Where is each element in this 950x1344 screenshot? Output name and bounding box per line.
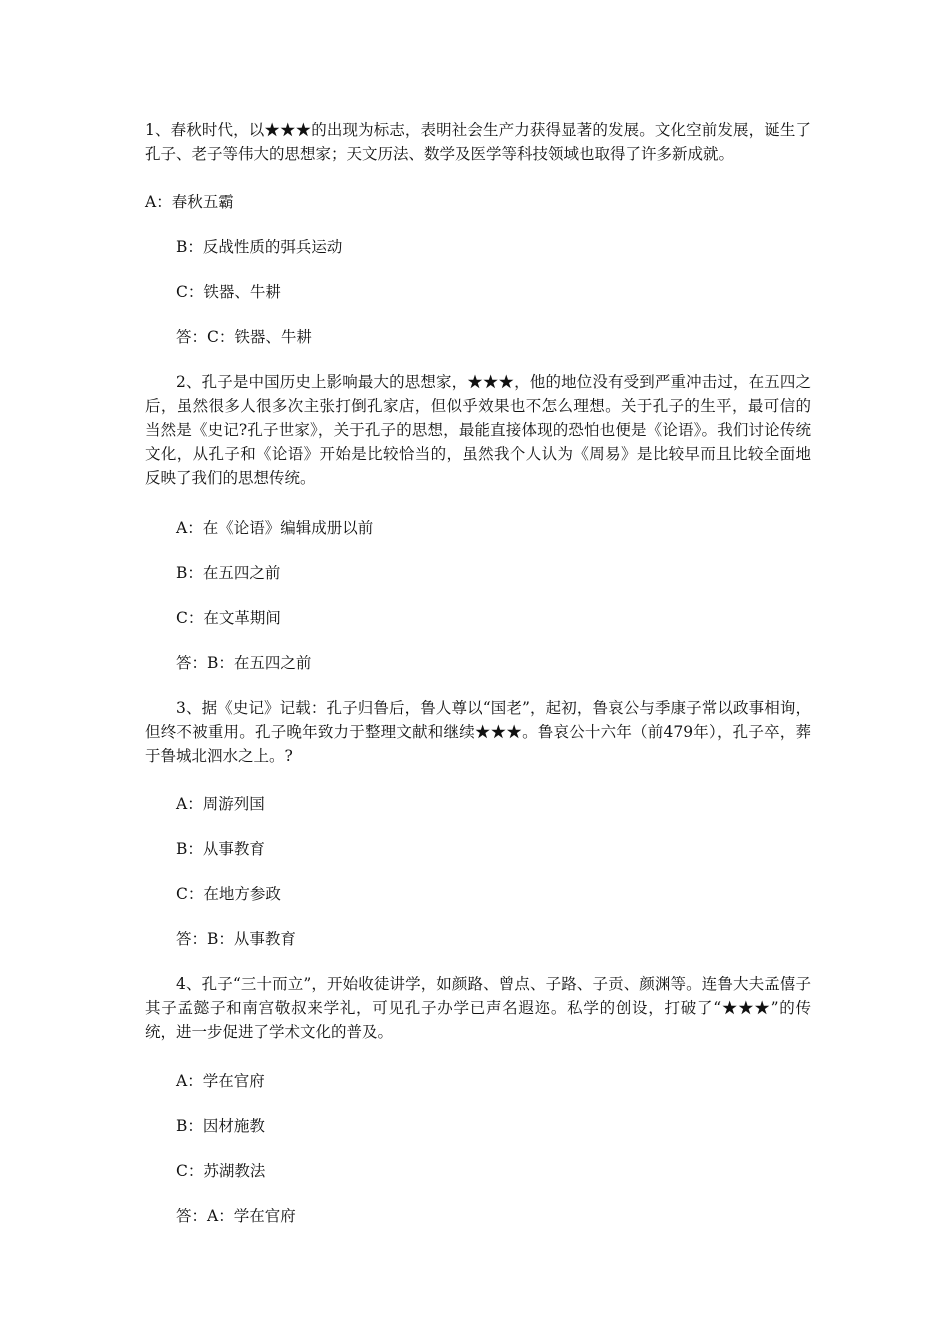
question-2-option-c: C：在文革期间 <box>176 609 281 627</box>
question-2-answer: 答：B：在五四之前 <box>176 654 312 672</box>
question-2 <box>145 370 811 490</box>
question-3-option-b: B：从事教育 <box>176 840 265 858</box>
question-4-option-c: C：苏湖教法 <box>176 1162 266 1180</box>
question-3-answer: 答：B：从事教育 <box>176 930 296 948</box>
question-2-stem: 2、孔子是中国历史上影响最大的思想家，★★★，他的地位没有受到严重冲击过，在五四之后，虽然很多人很多次主张打倒孔家店，但似乎效果也不怎么理想。关于孔子的生平，最可信的当然是《史记?孔子世家》，关于孔子的思想，最能直接体现的恐怕也便是《论语》。我们讨论传统文化，从孔子和《论语》开始是比较恰当的，虽然我个人认为《周易》是比较早而且比较全面地反映了我们的思想传统。 <box>145 373 811 487</box>
question-1-answer: 答：C：铁器、牛耕 <box>176 328 312 346</box>
question-4-option-a: A：学在官府 <box>176 1072 265 1090</box>
question-4 <box>145 972 811 1044</box>
question-3 <box>145 696 811 768</box>
question-1 <box>145 118 811 166</box>
question-1-stem: 1、春秋时代，以★★★的出现为标志，表明社会生产力获得显著的发展。文化空前发展，诞生了孔子、老子等伟大的思想家；天文历法、数学及医学等科技领域也取得了许多新成就。 <box>145 121 811 163</box>
question-4-answer: 答：A：学在官府 <box>176 1207 296 1225</box>
question-3-stem: 3、据《史记》记载：孔子归鲁后，鲁人尊以“国老”，起初，鲁哀公与季康子常以政事相询，但终不被重用。孔子晚年致力于整理文献和继续★★★。鲁哀公十六年（前479年），孔子卒，葬于鲁城北泗水之上。? <box>145 699 811 765</box>
question-2-option-b: B：在五四之前 <box>176 564 281 582</box>
question-2-option-a: A：在《论语》编辑成册以前 <box>176 519 374 537</box>
question-4-stem: 4、孔子“三十而立”，开始收徒讲学，如颜路、曾点、子路、子贡、颜渊等。连鲁大夫孟僖子其子孟懿子和南宫敬叔来学礼，可见孔子办学已声名遐迩。私学的创设，打破了“★★★”的传统，进一步促进了学术文化的普及。 <box>145 975 811 1041</box>
question-1-option-a: A：春秋五霸 <box>145 193 234 211</box>
question-3-option-c: C：在地方参政 <box>176 885 281 903</box>
question-3-option-a: A：周游列国 <box>176 795 265 813</box>
question-4-option-b: B：因材施教 <box>176 1117 265 1135</box>
question-1-option-c: C：铁器、牛耕 <box>176 283 281 301</box>
question-1-option-b: B：反战性质的弭兵运动 <box>176 238 343 256</box>
